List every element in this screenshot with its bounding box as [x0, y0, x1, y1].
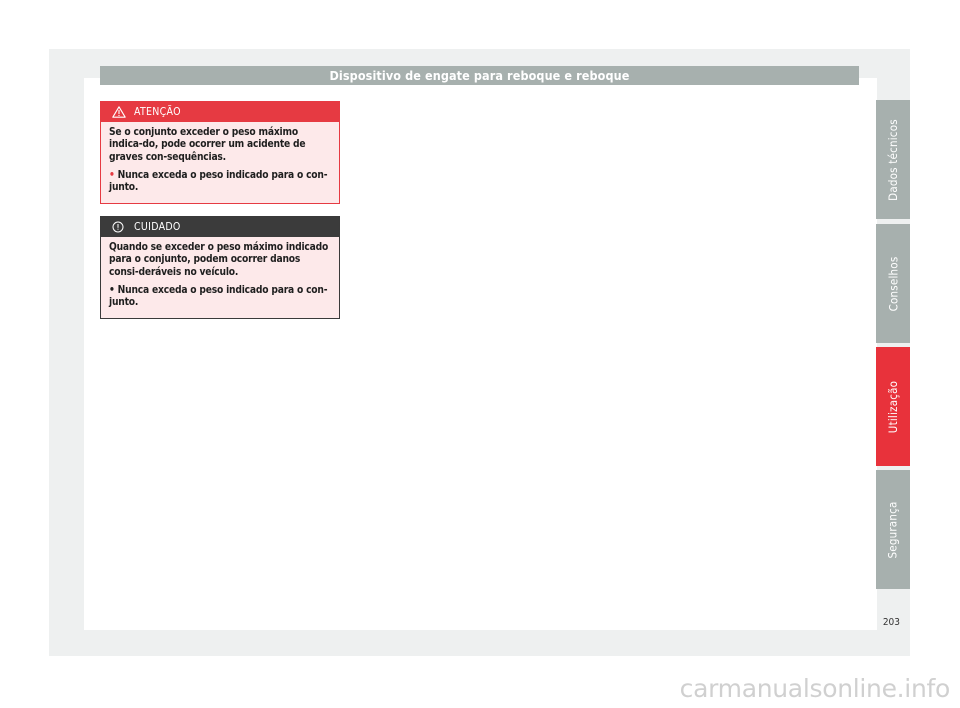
side-tab-label: Utilização: [886, 380, 901, 433]
side-tab-label: Dados técnicos: [886, 118, 901, 201]
warning-box-body: [101, 122, 339, 194]
warning-bullet-text: Nunca exceda o peso indicado para o con-junto.: [109, 169, 328, 194]
section-header: Dispositivo de engate para reboque e reboque: [100, 66, 859, 85]
exclamation-circle-icon: [112, 221, 126, 233]
side-tab-dados-tecnicos[interactable]: [876, 100, 910, 219]
page-number: 203: [882, 617, 900, 628]
side-tab-utilizacao[interactable]: [876, 347, 910, 466]
caution-text: Quando se exceder o peso máximo indicado para o conjunto, podem ocorrer danos consi-deráveis no veículo.: [109, 242, 329, 278]
warning-triangle-icon: [112, 106, 126, 118]
bullet-icon: •: [109, 284, 115, 296]
watermark: carmanualsonline.info: [679, 674, 950, 703]
warning-box-title: ATENÇÃO: [134, 106, 181, 118]
warning-box-header: [101, 102, 339, 122]
side-tab-label: Conselhos: [886, 256, 901, 311]
side-tab-conselhos[interactable]: [876, 224, 910, 343]
warning-bullet-item: [109, 170, 331, 195]
caution-box-title: CUIDADO: [134, 221, 181, 233]
caution-bullet-item: [109, 285, 331, 310]
bullet-icon: •: [109, 169, 115, 181]
warning-text: Se o conjunto exceder o peso máximo indica-do, pode ocorrer um acidente de graves con-sequências.: [109, 127, 306, 163]
warning-box: [100, 101, 340, 204]
caution-box-body: [101, 237, 339, 309]
caution-box: [100, 216, 340, 319]
side-tab-label: Segurança: [886, 500, 901, 559]
caution-bullet-text: Nunca exceda o peso indicado para o con-junto.: [109, 284, 328, 309]
caution-box-header: [101, 217, 339, 237]
side-tab-seguranca[interactable]: [876, 470, 910, 589]
